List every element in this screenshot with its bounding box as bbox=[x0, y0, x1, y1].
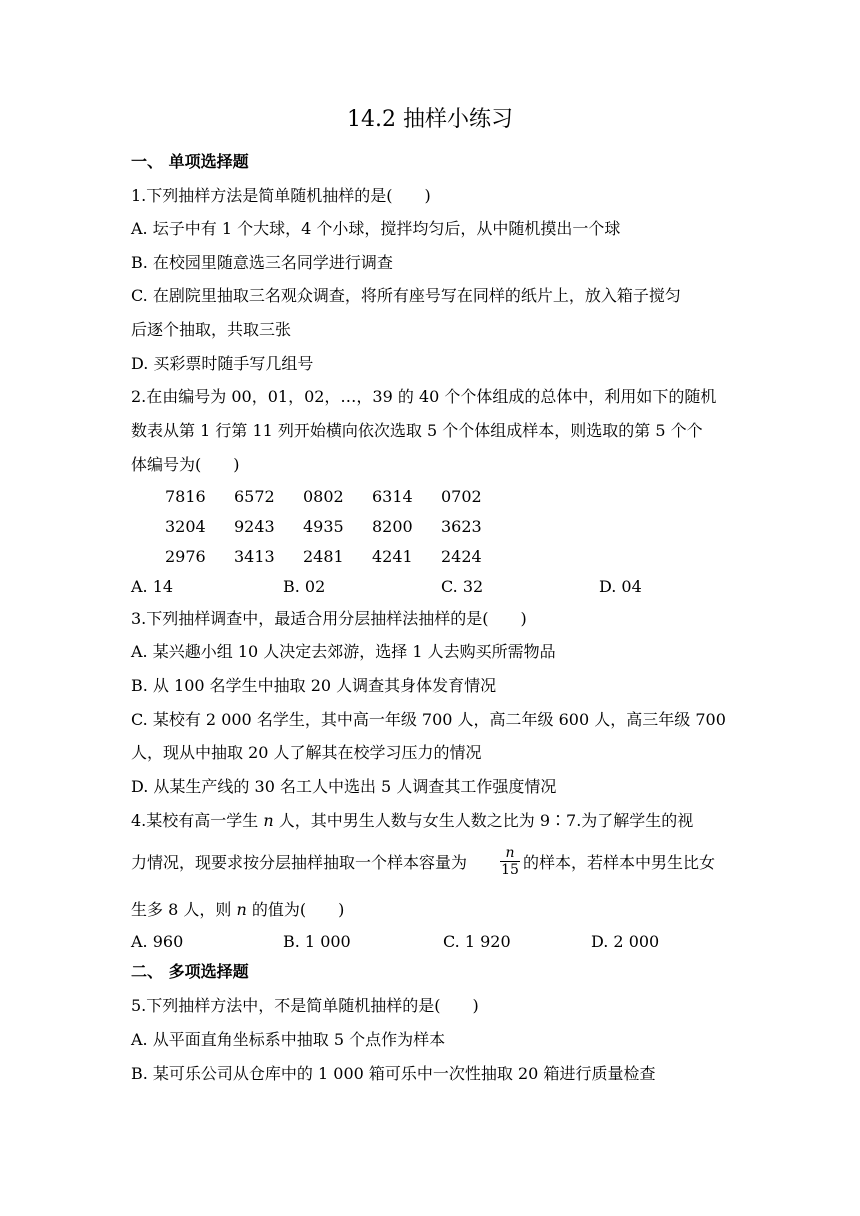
table-cell: 2424 bbox=[441, 547, 482, 566]
question-4-stem-line3 bbox=[131, 900, 344, 920]
question-4-option-d: D. 2 000 bbox=[591, 932, 660, 951]
question-3-option-a: A. 某兴趣小组 10 人决定去郊游，选择 1 人去购买所需物品 bbox=[131, 642, 556, 661]
table-cell: 7816 bbox=[165, 487, 206, 506]
question-2-stem-line3: 体编号为( ) bbox=[131, 455, 240, 474]
table-cell: 2976 bbox=[165, 547, 206, 566]
question-4-text: 生多 8 人，则 bbox=[131, 900, 237, 919]
question-2-option-b: B. 02 bbox=[283, 577, 326, 596]
table-cell: 8200 bbox=[372, 517, 413, 536]
page-title: 14.2 抽样小练习 bbox=[347, 107, 513, 132]
question-4-stem-line2b: 的样本，若样本中男生比女 bbox=[523, 853, 716, 872]
question-4-option-b: B. 1 000 bbox=[283, 932, 351, 951]
table-cell: 9243 bbox=[234, 517, 275, 536]
variable-n: n bbox=[236, 900, 247, 919]
question-4-stem-line2a: 力情况，现要求按分层抽样抽取一个样本容量为 bbox=[131, 853, 468, 872]
question-4-text: 人，其中男生人数与女生人数之比为 9∶7.为了解学生的视 bbox=[273, 811, 694, 830]
question-3-option-b: B. 从 100 名学生中抽取 20 人调查其身体发育情况 bbox=[131, 676, 497, 695]
question-1-stem: 1.下列抽样方法是简单随机抽样的是( ) bbox=[131, 186, 431, 205]
question-3-stem: 3.下列抽样调查中，最适合用分层抽样法抽样的是( ) bbox=[131, 609, 527, 628]
table-cell: 4241 bbox=[372, 547, 413, 566]
table-cell: 3204 bbox=[165, 517, 206, 536]
table-cell: 3623 bbox=[441, 517, 482, 536]
table-cell: 2481 bbox=[303, 547, 344, 566]
question-1-option-b: B. 在校园里随意选三名同学进行调查 bbox=[131, 253, 393, 272]
question-4-text: 的值为( ) bbox=[246, 900, 345, 919]
fraction-n-over-15 bbox=[500, 845, 520, 878]
question-2-option-c: C. 32 bbox=[441, 577, 484, 596]
variable-n: n bbox=[263, 811, 274, 830]
table-cell: 0802 bbox=[303, 487, 344, 506]
question-4-option-c: C. 1 920 bbox=[443, 932, 511, 951]
question-1-option-d: D. 买彩票时随手写几组号 bbox=[131, 354, 314, 373]
question-4-text: 4.某校有高一学生 bbox=[131, 811, 264, 830]
section-heading-multi-choice: 二、 多项选择题 bbox=[131, 962, 249, 981]
question-5-stem: 5.下列抽样方法中，不是简单随机抽样的是( ) bbox=[131, 996, 479, 1015]
question-2-stem-line2: 数表从第 1 行第 11 列开始横向依次选取 5 个个体组成样本，则选取的第 5 个个 bbox=[131, 421, 703, 440]
question-3-option-d: D. 从某生产线的 30 名工人中选出 5 人调查其工作强度情况 bbox=[131, 777, 557, 796]
question-2-option-a: A. 14 bbox=[131, 577, 174, 596]
table-cell: 3413 bbox=[234, 547, 275, 566]
question-4-stem-line1 bbox=[131, 811, 693, 831]
question-2-stem-line1: 2.在由编号为 00，01，02，…，39 的 40 个个体组成的总体中，利用如下的随机 bbox=[131, 387, 717, 406]
fraction-numerator: n bbox=[500, 845, 520, 862]
fraction-denominator: 15 bbox=[501, 862, 519, 878]
question-1-option-a: A. 坛子中有 1 个大球，4 个小球，搅拌均匀后，从中随机摸出一个球 bbox=[131, 219, 621, 238]
section-heading-single-choice: 一、 单项选择题 bbox=[131, 152, 249, 171]
question-5-option-b: B. 某可乐公司从仓库中的 1 000 箱可乐中一次性抽取 20 箱进行质量检查 bbox=[131, 1064, 656, 1083]
table-cell: 4935 bbox=[303, 517, 344, 536]
table-cell: 6572 bbox=[234, 487, 275, 506]
question-1-option-c-line2: 后逐个抽取，共取三张 bbox=[131, 320, 292, 339]
question-2-option-d: D. 04 bbox=[599, 577, 642, 596]
question-5-option-a: A. 从平面直角坐标系中抽取 5 个点作为样本 bbox=[131, 1030, 446, 1049]
table-cell: 6314 bbox=[372, 487, 413, 506]
table-cell: 0702 bbox=[441, 487, 482, 506]
question-3-option-c-line2: 人，现从中抽取 20 人了解其在校学习压力的情况 bbox=[131, 743, 482, 762]
question-3-option-c-line1: C. 某校有 2 000 名学生，其中高一年级 700 人，高二年级 600 人，高三年级 700 bbox=[131, 710, 726, 729]
question-1-option-c-line1: C. 在剧院里抽取三名观众调查，将所有座号写在同样的纸片上，放入箱子搅匀 bbox=[131, 286, 681, 305]
question-4-option-a: A. 960 bbox=[131, 932, 184, 951]
